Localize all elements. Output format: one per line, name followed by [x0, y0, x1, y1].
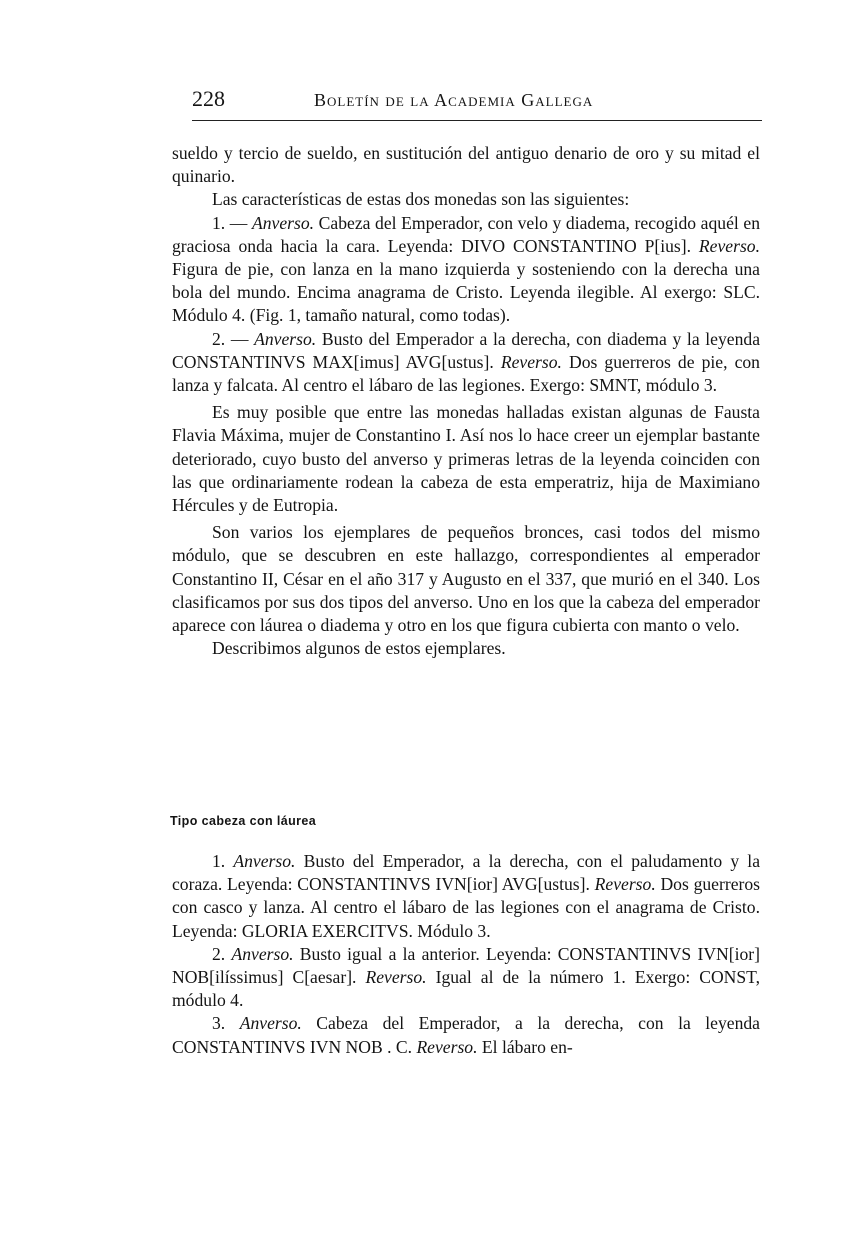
term-anverso: Anverso. — [254, 328, 317, 349]
coin-entry: 1. Anverso. Busto del Emperador, a la derecha, con el paludamento y la coraza. Leyenda: CONSTANTINVS IVN[ior] AVG[ustus]. Reverso. Dos guerreros con casco y lanza. Al centro el lábaro de las legiones con el anagrama de Cristo. Leyenda: GLORIA EXERCITVS. Módulo 3. — [172, 851, 761, 941]
paragraph: Describimos algunos de estos ejemplares. — [212, 638, 506, 659]
page-number: 228 — [192, 86, 225, 111]
term-anverso: Anverso. — [231, 943, 294, 964]
term-anverso: Anverso. — [239, 1013, 302, 1034]
coin-entry: 2. Anverso. Busto igual a la anterior. Leyenda: CONSTANTINVS IVN[ior] NOB[ilíssimus] C[aesar]. Reverso. Igual al de la número 1. Exergo: CONST, módulo 4. — [172, 943, 760, 1011]
page-header — [192, 86, 762, 121]
term-reverso: Reverso. — [365, 967, 427, 988]
coin-description: 1. — Anverso. Cabeza del Emperador, con velo y diadema, recogido aquél en graciosa onda hacia la cara. Leyenda: DIVO CONSTANTINO P[ius]. Reverso. Figura de pie, con lanza en la mano izquierda y sosteniendo con la derecha una bola del mundo. Encima anagrama de Cristo. Leyenda ilegible. Al exergo: SLC. Módulo 4. (Fig. 1, tamaño natural, como todas). — [172, 212, 760, 326]
term-anverso: Anverso. — [233, 851, 296, 871]
section-subheading: Tipo cabeza con láurea — [170, 814, 317, 828]
coin-description: 2. — Anverso. Busto del Emperador a la derecha, con diadema y la leyenda CONSTANTINVS MAX[imus] AVG[ustus]. Reverso. Dos guerreros de pie, con lanza y falcata. Al centro el lábaro de las legiones. Exergo: SMNT, módulo 3. — [172, 328, 760, 396]
term-reverso: Reverso. — [500, 351, 562, 372]
paragraph: Las características de estas dos monedas son las siguientes: — [212, 189, 630, 210]
term-reverso: Reverso. — [698, 235, 760, 256]
term-anverso: Anverso. — [252, 212, 315, 233]
coin-entry: 3. Anverso. Cabeza del Emperador, a la derecha, con la leyenda CONSTANTINVS IVN NOB . C. Reverso. El lábaro en- — [172, 1013, 760, 1057]
paragraph: sueldo y tercio de sueldo, en sustitución del antiguo denario de oro y su mitad el quinario. — [172, 143, 760, 187]
body-text-bottom — [172, 850, 760, 1059]
running-title: Boletín de la Academia Gallega — [314, 90, 594, 110]
term-reverso: Reverso. — [416, 1036, 478, 1057]
body-text-top — [172, 142, 760, 660]
paragraph: Son varios los ejemplares de pequeños bronces, casi todos del mismo módulo, que se descubren en este hallazgo, correspondientes al emperador Constantino II, César en el año 317 y Augusto en el 337, que murió en el 340. Los clasificamos por sus dos tipos del anverso. Uno en los que la cabeza del emperador aparece con láurea o diadema y otro en los que figura cubierta con manto o velo. — [172, 522, 760, 636]
term-reverso: Reverso. — [594, 874, 656, 895]
paragraph: Es muy posible que entre las monedas halladas existan algunas de Fausta Flavia Máxima, mujer de Constantino I. Así nos lo hace creer un ejemplar bastante deteriorado, cuyo busto del anverso y primeras letras de la leyenda coinciden con las que ordinariamente rodean la cabeza de esta emperatriz, hija de Maximiano Hércules y de Eutropia. — [172, 402, 760, 516]
